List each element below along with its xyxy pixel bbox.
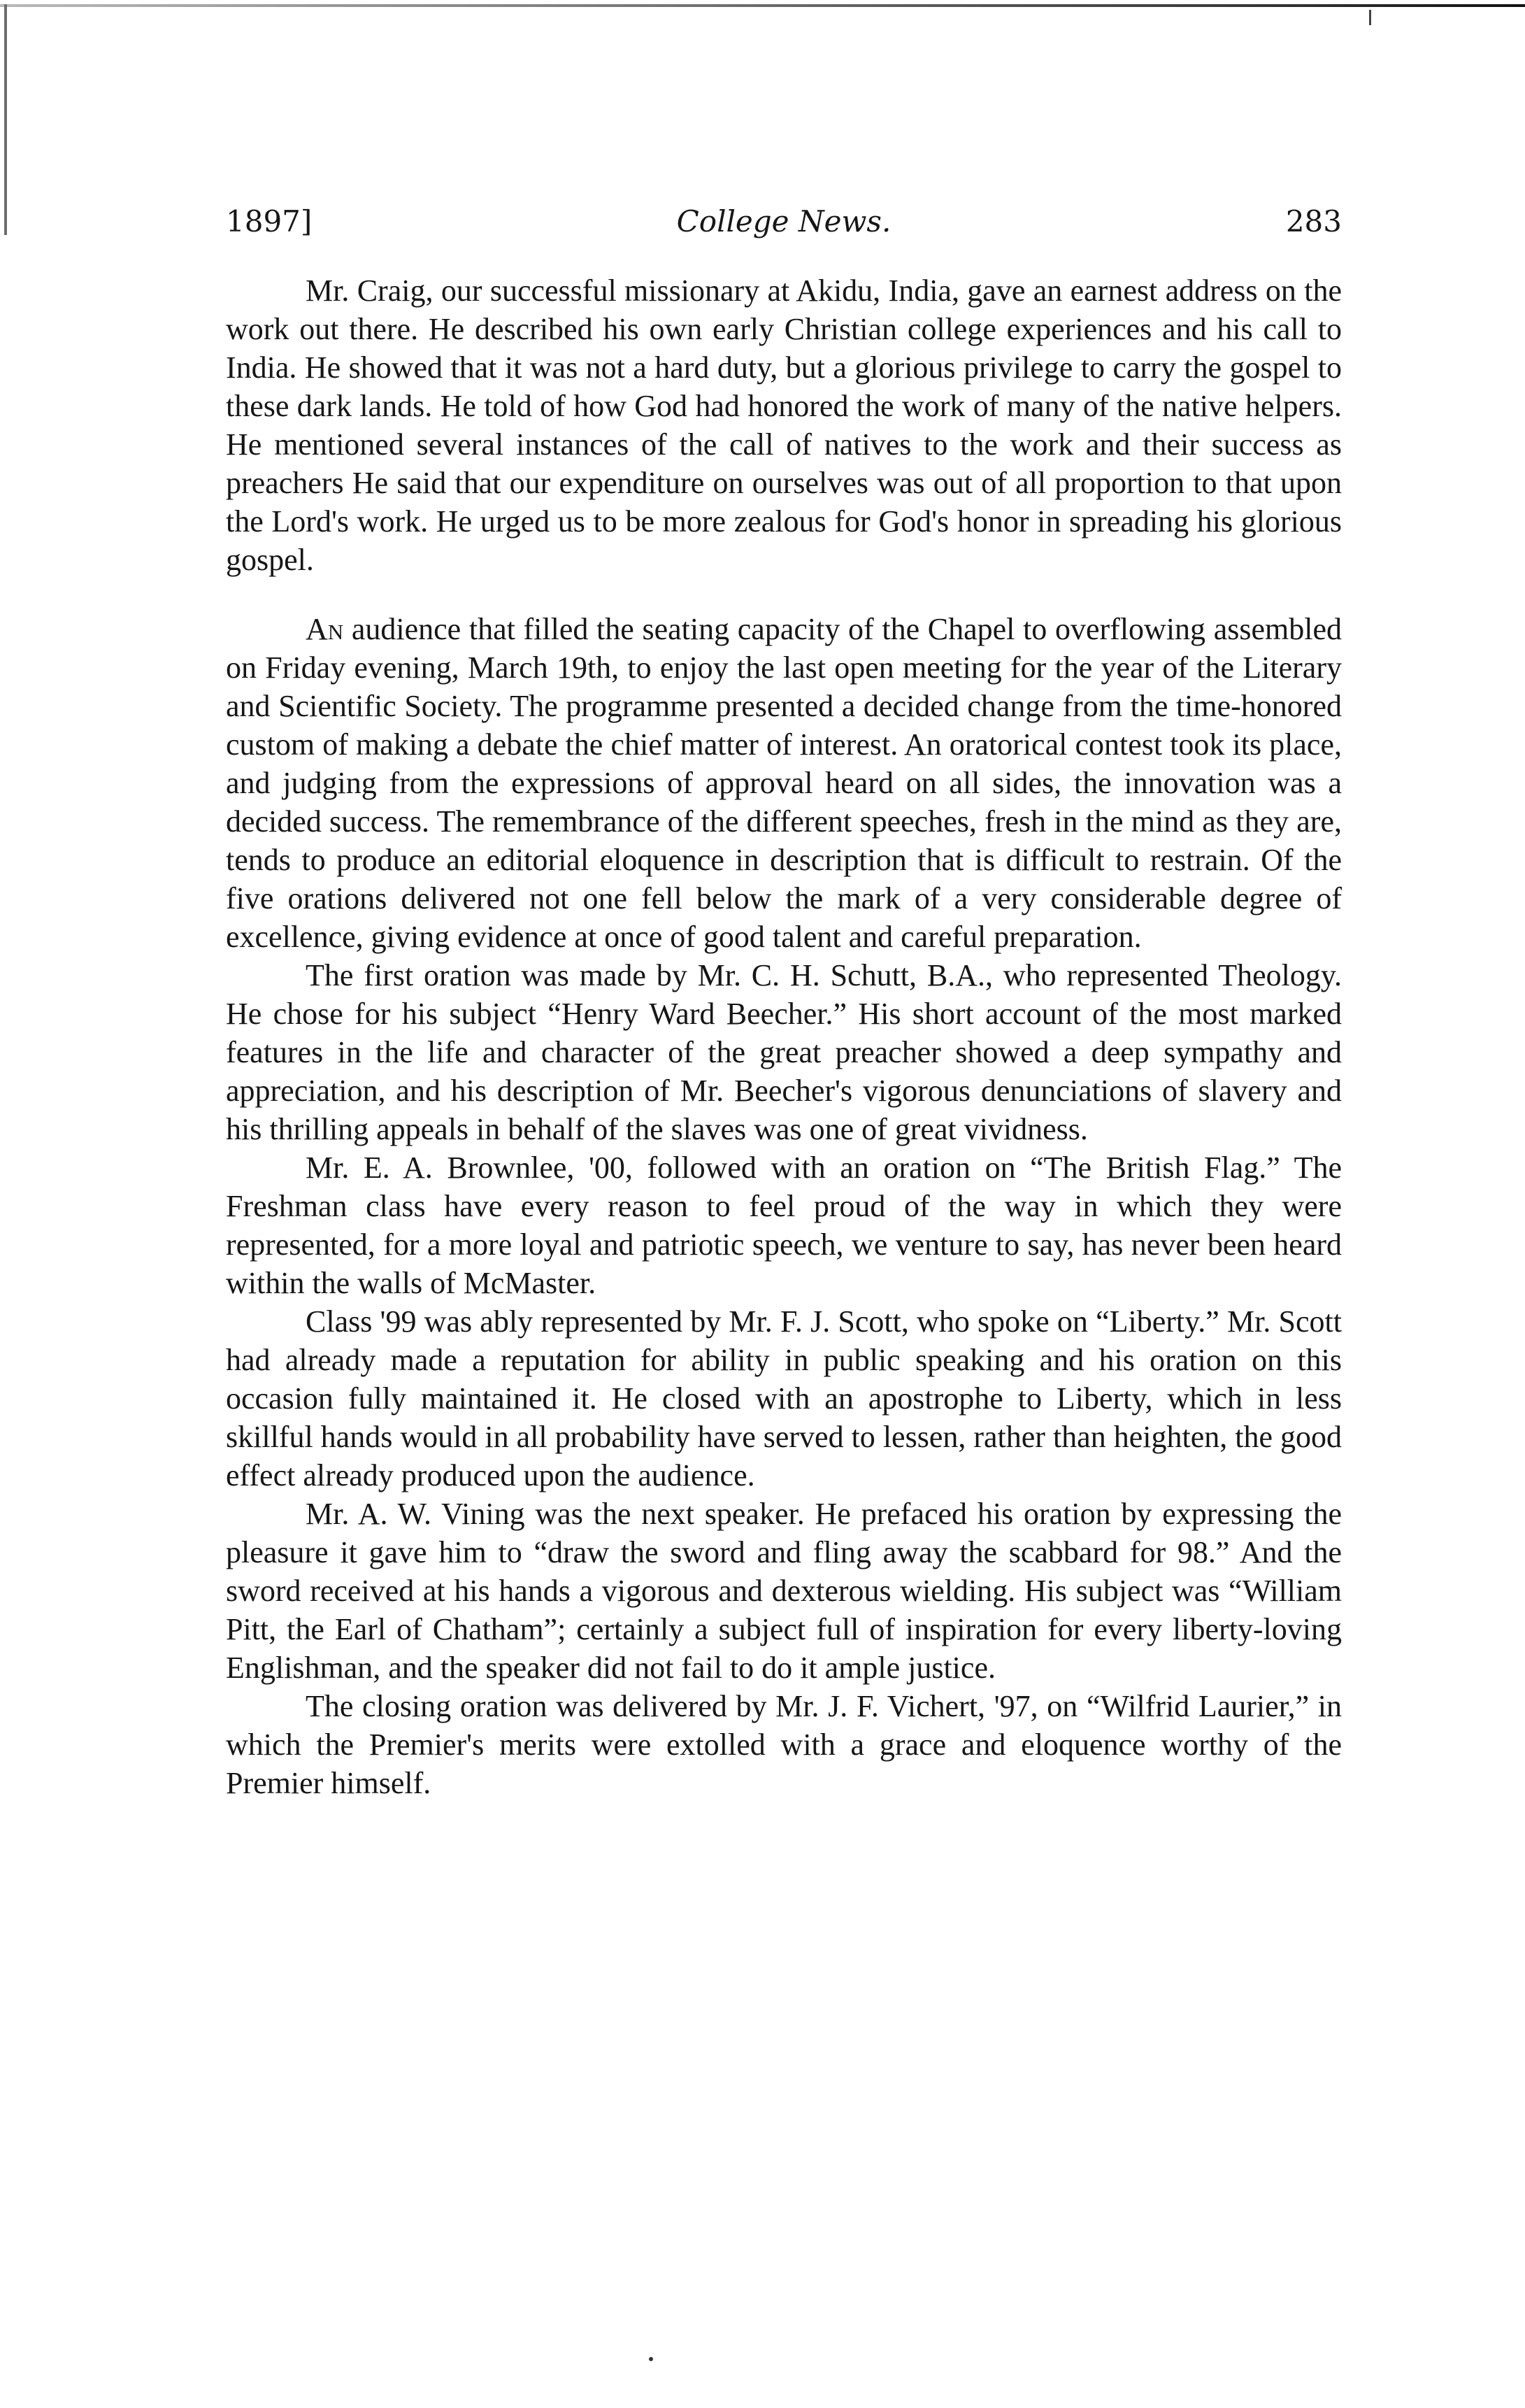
running-header <box>226 196 1342 248</box>
paragraph-text: The closing oration was delivered by Mr. J. F. Vichert, '97, on “Wilfrid Laurier,” in which the Premier's merits were extolled with a grace and eloquence worthy of the Premier himself. <box>226 1689 1342 1800</box>
scan-border-top <box>0 4 1525 7</box>
paragraph-text: Mr. E. A. Brownlee, '00, followed with an oration on “The British Flag.” The Freshman class have every reason to feel proud of the way in which they were represented, for a more loyal and patriotic speech, we venture to say, has never been heard within the walls of McMaster. <box>226 1150 1342 1300</box>
paragraph-brownlee-oration <box>226 1148 1342 1302</box>
scan-border-left <box>4 4 7 235</box>
paragraph-scott-oration <box>226 1302 1342 1495</box>
paragraph-schutt-oration <box>226 956 1342 1148</box>
document-page <box>226 196 1342 2350</box>
article-body <box>226 271 1342 1802</box>
paragraph-oratorical-contest <box>226 610 1342 956</box>
paragraph-vining-oration <box>226 1495 1342 1687</box>
paragraph-text: The first oration was made by Mr. C. H. Schutt, B.A., who represented Theology. He chose for his subject “Henry Ward Beecher.” His short account of the most marked features in the life and character of the great preacher showed a deep sympathy and appreciation, and his description of Mr. Beecher's vigorous denunciations of slavery and his thrilling appeals in behalf of the slaves was one of great vividness. <box>226 958 1342 1146</box>
paragraph-text: Class '99 was ably represented by Mr. F. J. Scott, who spoke on “Liberty.” Mr. Scott had already made a reputation for ability in public speaking and his oration on this occasion fully maintained it. He closed with an apostrophe to Liberty, which in less skillful hands would in all probability have served to lessen, rather than heighten, the good effect already produced upon the audience. <box>226 1304 1342 1492</box>
paragraph-text: Mr. A. W. Vining was the next speaker. He prefaced his oration by expressing the pleasure it gave him to “draw the sword and fling away the scabbard for 98.” And the sword received at his hands a vigorous and dexterous wielding. His subject was “William Pitt, the Earl of Chatham”; certainly a subject full of inspiration for every liberty-loving Englishman, and the speaker did not fail to do it ample justice. <box>226 1497 1342 1685</box>
paragraph-text: Mr. Craig, our successful missionary at Akidu, India, gave an earnest address on the work out there. He described his own early Christian college experiences and his call to India. He showed that it was not a hard duty, but a glorious privilege to carry the gospel to these dark lands. He told of how God had honored the work of many of the native helpers. He mentioned several instances of the call of natives to the work and their success as preachers He said that our expenditure on ourselves was out of all proportion to that upon the Lord's work. He urged us to be more zealous for God's honor in spreading his glorious gospel. <box>226 273 1342 577</box>
paragraph-lead-word: An <box>306 612 344 646</box>
scan-mark <box>1369 10 1371 25</box>
scan-speck <box>649 2357 653 2361</box>
page-number: 283 <box>1285 204 1342 238</box>
header-title: College News. <box>676 204 892 238</box>
header-year: 1897] <box>226 204 313 238</box>
paragraph-craig-address <box>226 271 1342 579</box>
paragraph-vichert-oration <box>226 1687 1342 1802</box>
paragraph-text: audience that filled the seating capacity of the Chapel to overflowing assembled on Friday evening, March 19th, to enjoy the last open meeting for the year of the Literary and Scientific Society. The programme presented a decided change from the time-honored custom of making a debate the chief matter of interest. An oratorical contest took its place, and judging from the expressions of approval heard on all sides, the innovation was a decided success. The remembrance of the different speeches, fresh in the mind as they are, tends to produce an editorial eloquence in description that is difficult to restrain. Of the five orations delivered not one fell below the mark of a very considerable degree of excellence, giving evidence at once of good talent and careful preparation. <box>226 612 1342 954</box>
